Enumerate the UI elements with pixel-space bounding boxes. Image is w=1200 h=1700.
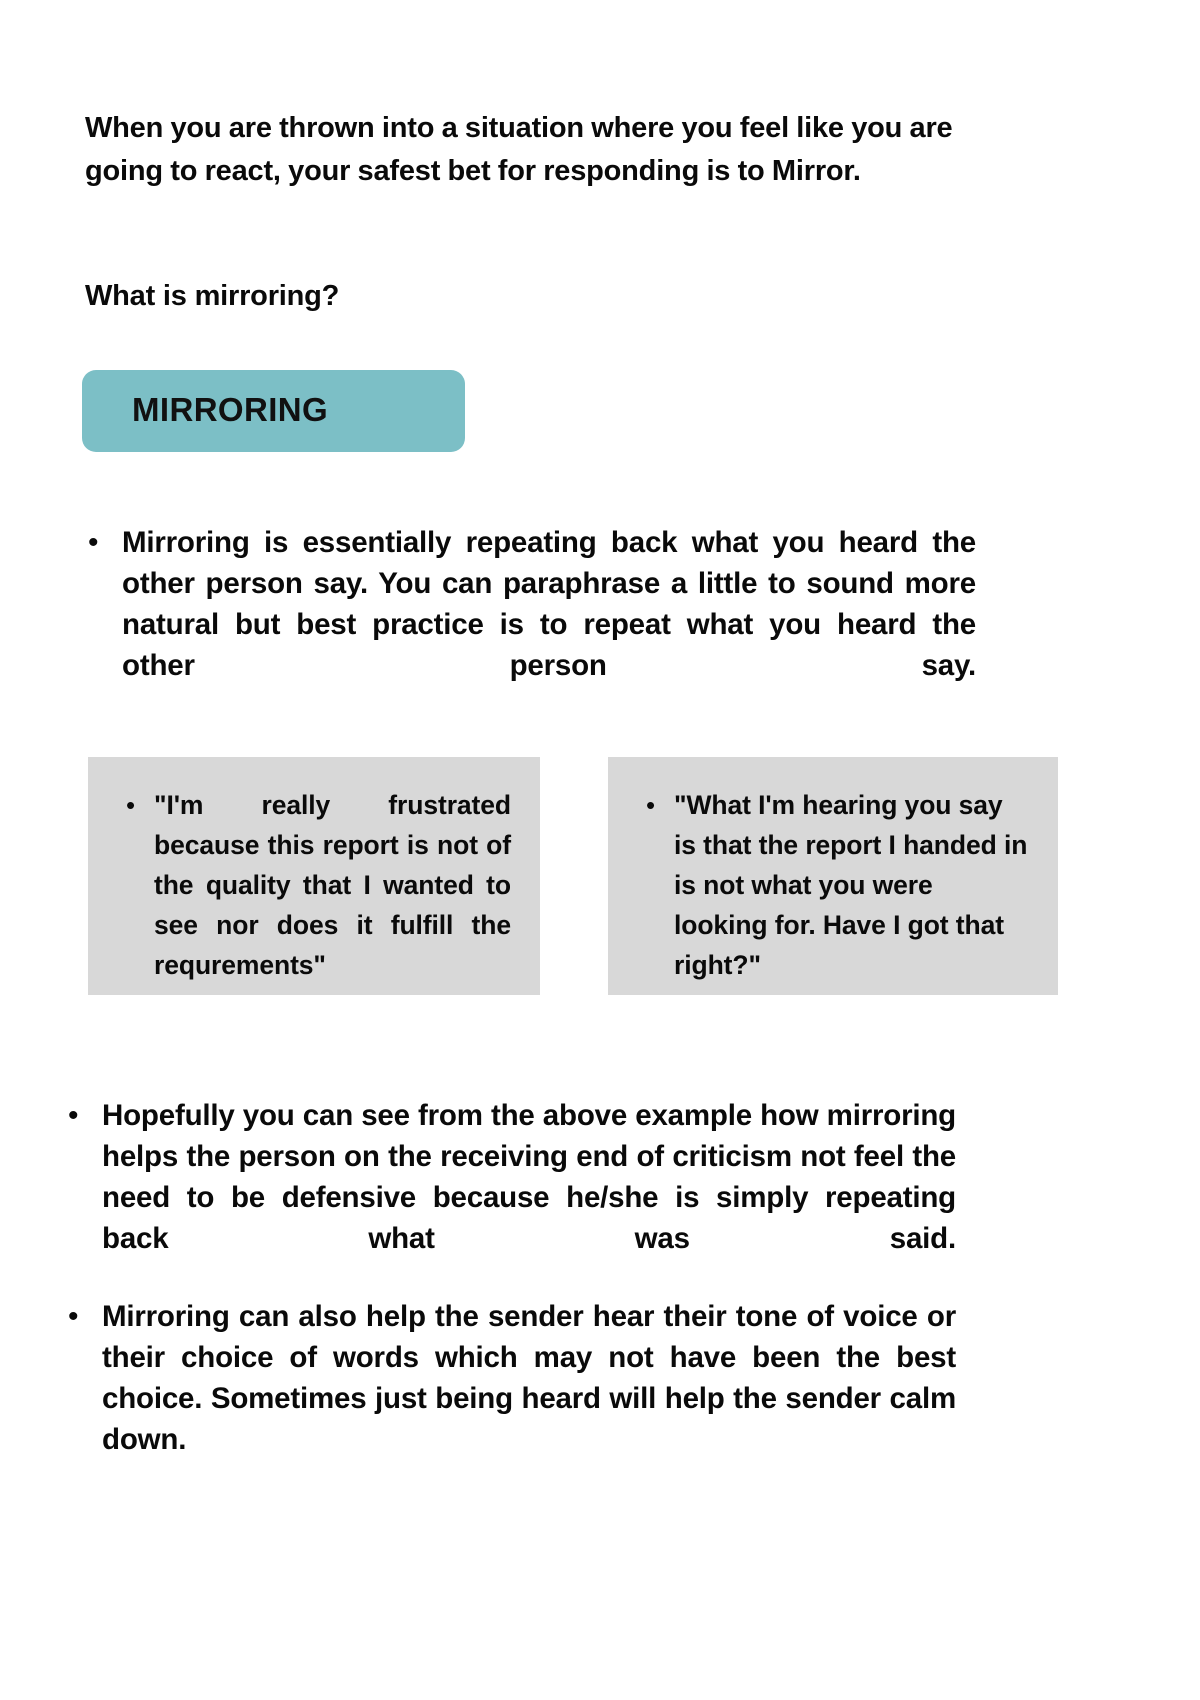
bullet-marker-icon: • — [646, 790, 656, 820]
section-question-heading: What is mirroring? — [85, 280, 340, 313]
bullet-marker-icon: • — [68, 1300, 79, 1333]
mirroring-label-text: MIRRORING — [132, 391, 329, 428]
example-mirror-quote-text: "What I'm hearing you say is that the report I handed in is not what you were looking for. Have I got that right?" — [674, 790, 1028, 980]
bullet-sender-tone — [68, 1296, 956, 1501]
bullet-marker-icon: • — [68, 1099, 79, 1132]
mirroring-label-chip — [82, 370, 465, 452]
bullet-mirroring-definition-text: Mirroring is essentially repeating back what you heard the other person say. You can paraphrase a little to sound more natural but best practice is to repeat what you heard the other person say. — [122, 526, 976, 682]
bullet-mirroring-definition — [88, 522, 976, 727]
example-box-criticism-content — [126, 785, 511, 985]
bullet-marker-icon: • — [126, 790, 136, 820]
example-criticism-quote-text: "I'm really frustrated because this report is not of the quality that I wanted to see nor does it fulfill the requrements" — [154, 790, 511, 980]
example-box-mirrored-response — [608, 757, 1058, 995]
example-box-criticism — [88, 757, 540, 995]
intro-paragraph: When you are thrown into a situation where you feel like you are going to react, your safest bet for responding is to Mirror. — [85, 112, 953, 187]
bullet-marker-icon: • — [88, 526, 99, 559]
example-box-mirrored-response-content — [646, 785, 1031, 985]
bullet-hopefully-example-text: Hopefully you can see from the above example how mirroring helps the person on the receiving end of criticism not feel the need to be defensive because he/she is simply repeating back what was said. — [102, 1099, 956, 1255]
bullet-hopefully-example — [68, 1095, 956, 1300]
bullet-sender-tone-text: Mirroring can also help the sender hear their tone of voice or their choice of words which may not have been the best choice. Sometimes just being heard will help the sender calm down. — [102, 1300, 956, 1456]
